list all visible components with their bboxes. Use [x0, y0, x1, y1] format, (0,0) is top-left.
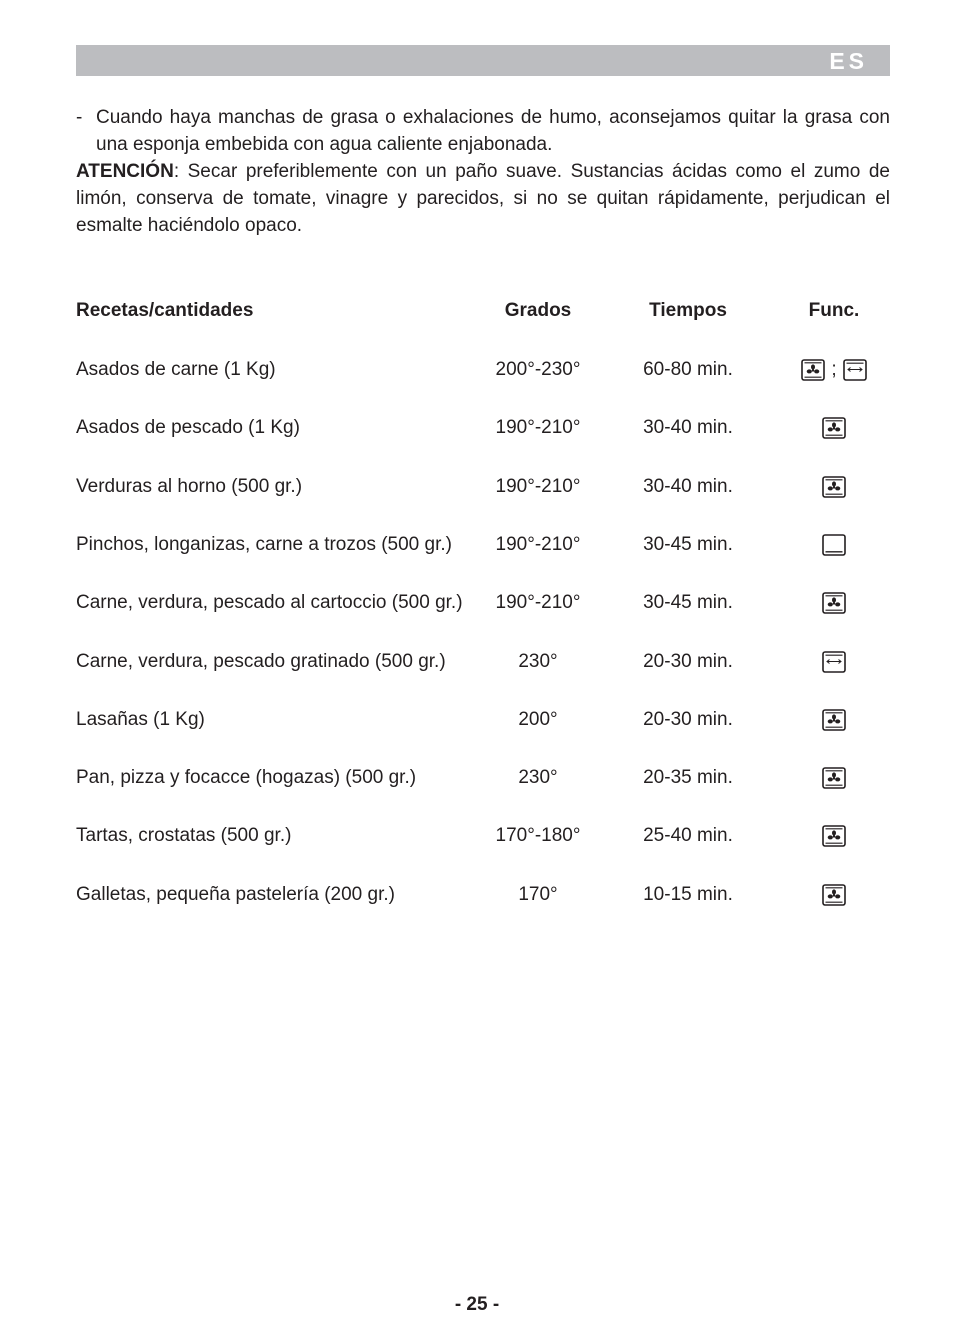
recipe-time: 20-30 min.: [643, 709, 733, 730]
recipe-name: Carne, verdura, pescado gratinado (500 gr.): [76, 651, 446, 672]
recipe-temperature: 170°-180°: [495, 825, 581, 846]
recipe-time: 60-80 min.: [643, 359, 733, 380]
recipe-name: Asados de carne (1 Kg): [76, 359, 276, 380]
recipe-time: 30-40 min.: [643, 476, 733, 497]
warning-paragraph: [76, 158, 890, 239]
table-row: [76, 530, 890, 560]
recipe-time: 10-15 min.: [643, 884, 733, 905]
header-recipe: Recetas/cantidades: [76, 300, 254, 321]
recipe-function: [774, 355, 894, 385]
recipe-function: [774, 880, 894, 910]
language-header-bar: [76, 45, 890, 76]
table-header: [76, 296, 890, 326]
cleaning-tip: [76, 104, 890, 158]
table-row: [76, 413, 890, 443]
function-separator: ;: [831, 359, 837, 380]
recipe-temperature: 190°-210°: [495, 417, 581, 438]
recipe-temperature: 190°-210°: [495, 476, 581, 497]
page-number: - 25 -: [454, 1294, 500, 1315]
recipe-temperature: 200°-230°: [495, 359, 581, 380]
recipe-name: Lasañas (1 Kg): [76, 709, 205, 730]
table-row: [76, 705, 890, 735]
fan-oven-icon: [822, 709, 846, 731]
recipe-time: 20-30 min.: [643, 651, 733, 672]
intro-section: [76, 104, 890, 239]
recipe-function: [774, 647, 894, 677]
table-row: [76, 821, 890, 851]
fan-oven-icon: [822, 884, 846, 906]
recipe-function: [774, 530, 894, 560]
recipe-function: [774, 705, 894, 735]
table-row: [76, 588, 890, 618]
header-func: Func.: [808, 300, 860, 321]
bullet-dash: -: [76, 107, 83, 128]
recipe-function: [774, 413, 894, 443]
warning-label: ATENCIÓN: [76, 161, 174, 182]
recipe-time: 30-40 min.: [643, 417, 733, 438]
recipe-function: [774, 472, 894, 502]
recipe-temperature: 170°: [518, 884, 558, 905]
recipe-name: Tartas, crostatas (500 gr.): [76, 825, 292, 846]
cleaning-tip-text: Cuando haya manchas de grasa o exhalaciones de humo, aconsejamos quitar la grasa con una esponja embebida con agua caliente enjabonada.: [96, 107, 890, 155]
language-code: ES: [829, 48, 868, 74]
recipe-time: 25-40 min.: [643, 825, 733, 846]
recipe-function: [774, 763, 894, 793]
header-temp: Grados: [504, 300, 572, 321]
table-row: [76, 472, 890, 502]
fan-oven-icon: [822, 825, 846, 847]
header-time: Tiempos: [649, 300, 727, 321]
grill-icon: [843, 359, 867, 381]
warning-text: : Secar preferiblemente con un paño suave. Sustancias ácidas como el zumo de limón, conserva de tomate, vinagre y parecidos, si no se quitan rápidamente, perjudican el esmalte haciéndolo opaco.: [76, 161, 890, 236]
fan-oven-icon: [822, 767, 846, 789]
table-row: [76, 355, 890, 385]
recipe-temperature: 190°-210°: [495, 592, 581, 613]
recipe-name: Verduras al horno (500 gr.): [76, 476, 303, 497]
recipe-name: Pinchos, longanizas, carne a trozos (500 gr.): [76, 534, 452, 555]
recipe-name: Galletas, pequeña pastelería (200 gr.): [76, 884, 395, 905]
recipe-time: 30-45 min.: [643, 534, 733, 555]
grill-icon: [822, 651, 846, 673]
recipe-name: Pan, pizza y focacce (hogazas) (500 gr.): [76, 767, 417, 788]
recipe-time: 30-45 min.: [643, 592, 733, 613]
table-row: [76, 647, 890, 677]
fan-oven-icon: [822, 417, 846, 439]
recipe-name: Asados de pescado (1 Kg): [76, 417, 300, 438]
table-row: [76, 880, 890, 910]
fan-oven-icon: [801, 359, 825, 381]
bottom-heat-icon: [822, 534, 846, 556]
recipe-function: [774, 821, 894, 851]
table-row: [76, 763, 890, 793]
recipe-temperature: 190°-210°: [495, 534, 581, 555]
recipe-time: 20-35 min.: [643, 767, 733, 788]
recipe-name: Carne, verdura, pescado al cartoccio (500 gr.): [76, 592, 463, 613]
recipe-temperature: 230°: [518, 767, 558, 788]
fan-oven-icon: [822, 592, 846, 614]
recipe-temperature: 200°: [518, 709, 558, 730]
recipe-temperature: 230°: [518, 651, 558, 672]
fan-oven-icon: [822, 476, 846, 498]
recipe-function: [774, 588, 894, 618]
